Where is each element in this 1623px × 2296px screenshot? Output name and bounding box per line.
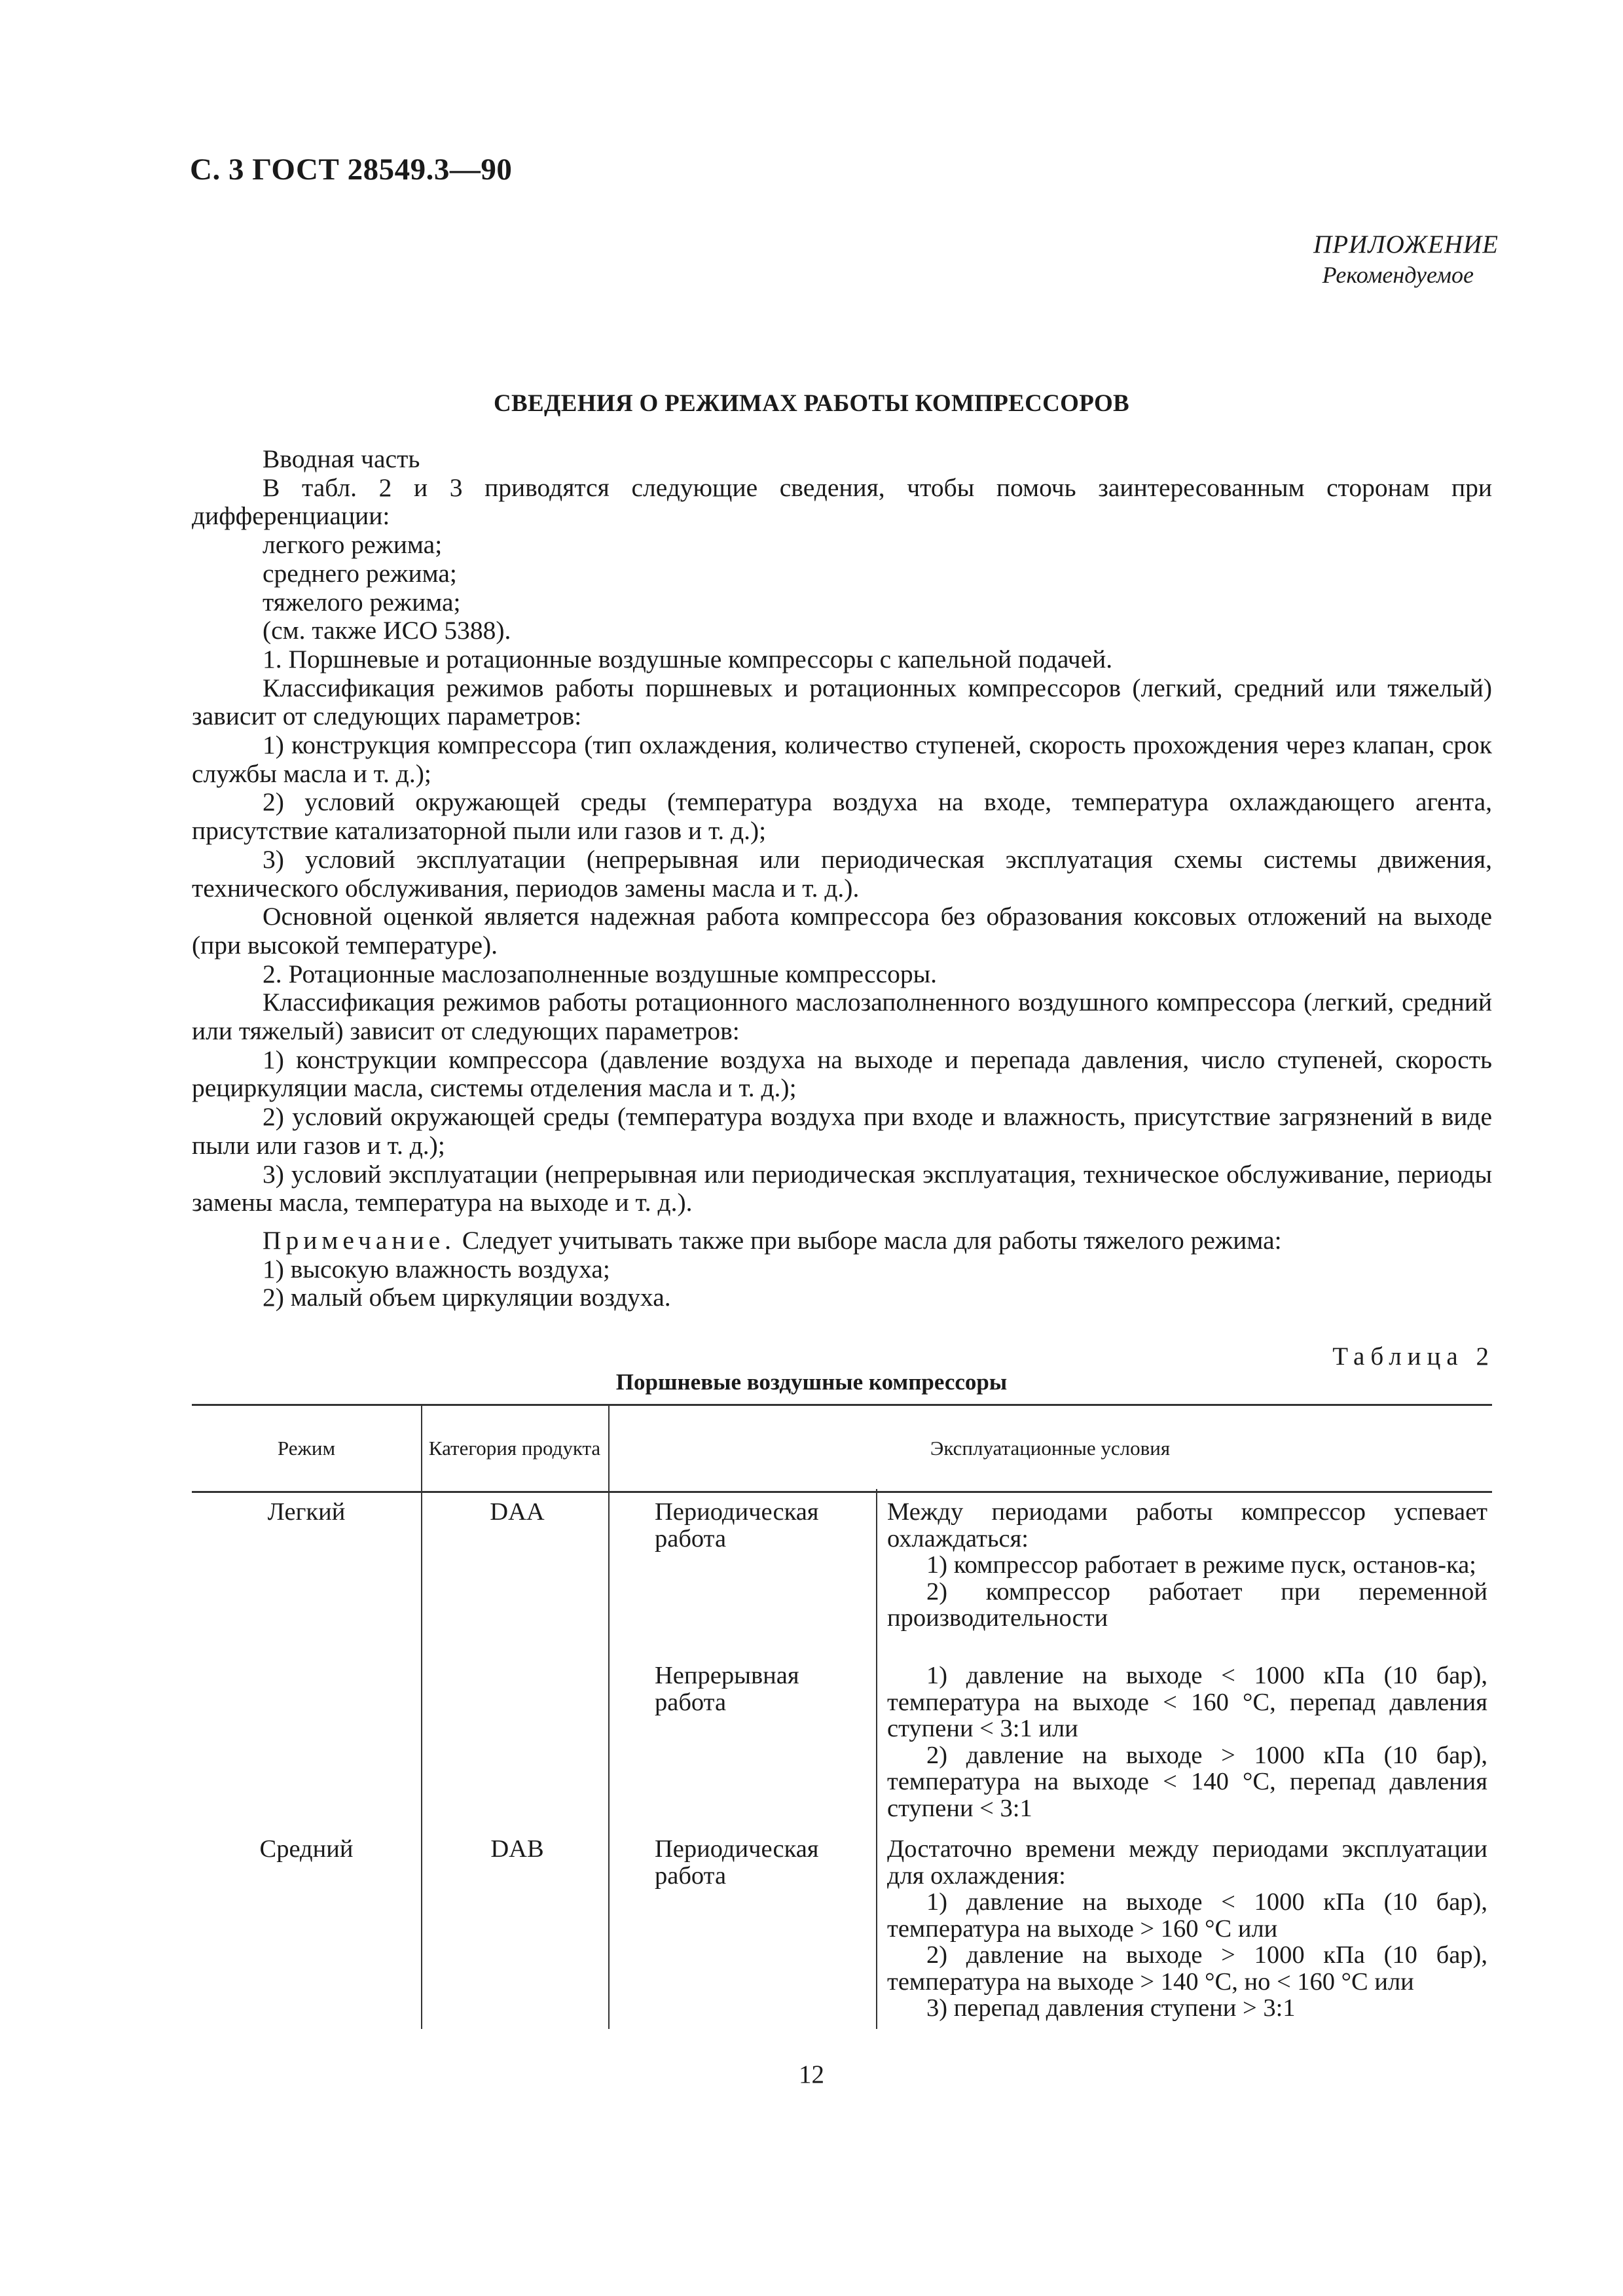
paragraph: 1) конструкция компрессора (тип охлаждения, количество ступеней, скорость прохождения через клапан, срок службы масла и т. д.);	[192, 730, 1492, 788]
cell-work-type	[625, 1499, 861, 1552]
paragraph: 1) конструкции компрессора (давление воздуха на выходе и перепада давления, число ступеней, скорость рециркуляции масла, системы отделения масла и т. д.);	[192, 1045, 1492, 1103]
cell-conditions	[887, 1499, 1487, 1632]
page-number: 12	[799, 2060, 824, 2089]
column-divider	[421, 1404, 422, 1489]
cell-category: DAB	[490, 1835, 544, 1863]
appendix-subtitle: Рекомендуемое	[1322, 262, 1474, 288]
column-divider	[608, 1404, 610, 1489]
column-divider	[876, 1489, 877, 2029]
condition-line: 1) давление на выходе < 1000 кПа (10 бар), температура на выходе > 160 °С или	[887, 1888, 1487, 1943]
cell-conditions	[887, 1836, 1487, 2022]
cell-work-type	[625, 1662, 861, 1715]
column-divider	[421, 1489, 422, 2029]
condition-line: 2) компрессор работает при переменной производительности	[887, 1577, 1487, 1632]
list-item: тяжелого режима;	[263, 587, 461, 617]
note	[192, 1227, 1492, 1255]
paragraph: 2. Ротационные маслозаполненные воздушные компрессоры.	[263, 959, 938, 988]
cell-mode: Легкий	[267, 1498, 346, 1526]
appendix-label	[1313, 229, 1499, 291]
condition-line: 2) давление на выходе > 1000 кПа (10 бар), температура на выходе < 140 °С, перепад давления ступени < 3:1	[887, 1741, 1487, 1822]
cell-mode: Средний	[259, 1835, 354, 1863]
paragraph: Основной оценкой является надежная работа компрессора без образования коксовых отложений на выходе (при высокой температуре).	[192, 902, 1492, 960]
note-item: 2) малый объем циркуляции воздуха.	[263, 1283, 671, 1312]
condition-line: 3) перепад давления ступени > 3:1	[926, 1994, 1296, 2022]
paragraph: Вводная часть	[263, 444, 420, 473]
work-type-label: Периодическая работа	[655, 1835, 819, 1890]
paragraph: 3) условий эксплуатации (непрерывная или периодическая эксплуатация, техническое обслуживание, периоды замены масла, температура на выходе и т. д.).	[192, 1159, 1492, 1217]
cell-category: DAA	[490, 1498, 545, 1526]
header-mode: Режим	[277, 1437, 336, 1460]
document-header: С. 3 ГОСТ 28549.3—90	[190, 152, 513, 187]
work-type-label: Непрерывная работа	[655, 1662, 799, 1716]
table-number: Таблица 2	[1332, 1342, 1495, 1371]
paragraph: В табл. 2 и 3 приводятся следующие сведения, чтобы помочь заинтересованным сторонам при дифференциации:	[192, 473, 1492, 531]
condition-line: Достаточно времени между периодами эксплуатации для охлаждения:	[887, 1835, 1487, 1890]
note-text: Следует учитывать также при выборе масла для работы тяжелого режима:	[456, 1225, 1282, 1255]
work-type-label: Периодическая работа	[655, 1498, 819, 1552]
cell-conditions	[887, 1662, 1487, 1821]
list-item: легкого режима;	[263, 530, 443, 560]
header-conditions: Эксплуатационные условия	[930, 1437, 1171, 1460]
list-item: среднего режима;	[263, 558, 457, 588]
paragraph: Классификация режимов работы поршневых и ротационных компрессоров (легкий, средний или тяжелый) зависит от следующих параметров:	[192, 673, 1492, 731]
paragraph: 2) условий окружающей среды (температура воздуха на входе, температура охлаждающего агента, присутствие катализаторной пыли или газов и т. д.);	[192, 787, 1492, 846]
column-divider	[608, 1489, 610, 2029]
note-item: 1) высокую влажность воздуха;	[263, 1254, 610, 1283]
note-label: Примечание.	[263, 1225, 456, 1255]
condition-line: 2) давление на выходе > 1000 кПа (10 бар), температура на выходе > 140 °С, но < 160 °С или	[887, 1941, 1487, 1996]
section-title: СВЕДЕНИЯ О РЕЖИМАХ РАБОТЫ КОМПРЕССОРОВ	[494, 390, 1129, 417]
condition-line: 1) компрессор работает в режиме пуск, останов-ка;	[926, 1551, 1476, 1579]
paragraph: 3) условий эксплуатации (непрерывная или периодическая эксплуатация схемы системы движения, технического обслуживания, периодов замены масла и т. д.).	[192, 844, 1492, 903]
table-caption: Поршневые воздушные компрессоры	[615, 1369, 1008, 1395]
table-header	[192, 1404, 1492, 1493]
paragraph: Классификация режимов работы ротационного маслозаполненного воздушного компрессора (легкий, средний или тяжелый) зависит от следующих параметров:	[192, 988, 1492, 1046]
paragraph: 1. Поршневые и ротационные воздушные компрессоры с капельной подачей.	[263, 644, 1113, 673]
paragraph: 2) условий окружающей среды (температура воздуха при входе и влажность, присутствие загрязнений в виде пыли или газов и т. д.);	[192, 1102, 1492, 1160]
cell-work-type	[625, 1836, 861, 1889]
body-text	[192, 445, 1492, 1312]
condition-line: Между периодами работы компрессор успевает охлаждаться:	[887, 1498, 1487, 1552]
condition-line: 1) давление на выходе < 1000 кПа (10 бар), температура на выходе < 160 °С, перепад давления ступени < 3:1 или	[887, 1662, 1487, 1742]
list-item: (см. также ИСО 5388).	[263, 616, 511, 645]
header-category: Категория продукта	[428, 1437, 601, 1460]
appendix-title: ПРИЛОЖЕНИЕ	[1313, 230, 1499, 259]
